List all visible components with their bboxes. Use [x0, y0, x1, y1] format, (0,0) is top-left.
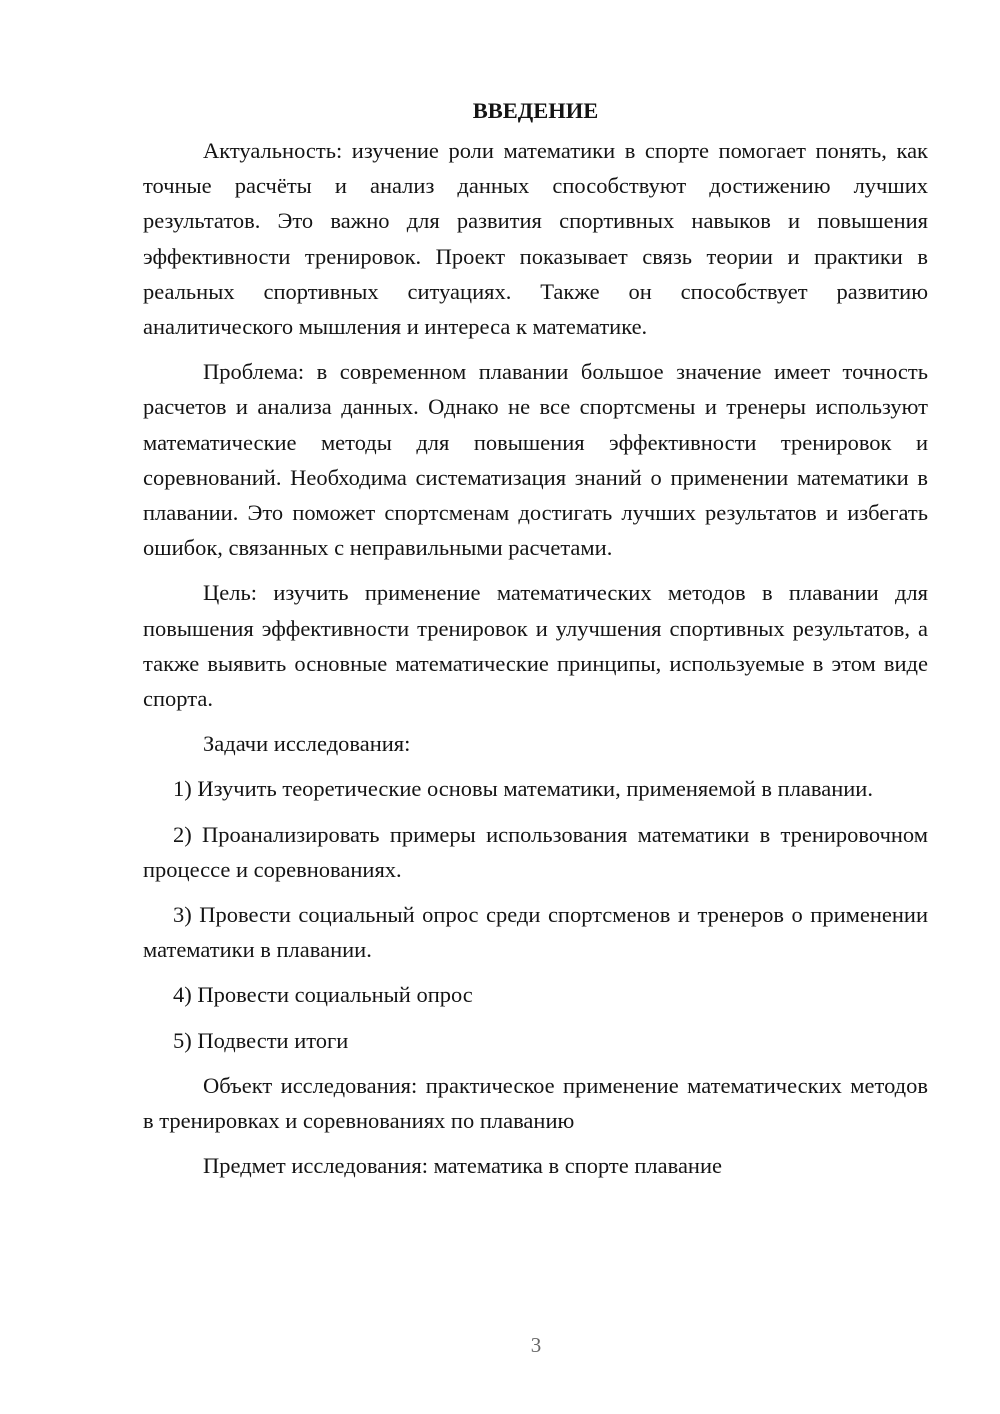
paragraph-relevance: Актуальность: изучение роли математики в спорте помогает понять, как точные расчёты и анализ данных способствуют достижению лучших результатов. Это важно для развития спортивных навыков и повышения эффективности тренировок. Проект показывает связь теории и практики в реальных спортивных ситуациях. Также он способствует развитию аналитического мышления и интереса к математике. [143, 138, 928, 340]
task-item-3: 3) Провести социальный опрос среди спортсменов и тренеров о применении математики в плавании. [143, 902, 928, 963]
task-item-4: 4) Провести социальный опрос [173, 982, 473, 1008]
page-number: 3 [530, 1333, 542, 1357]
paragraph-object: Объект исследования: практическое применение математических методов в тренировках и соревнованиях по плаванию [143, 1072, 928, 1134]
paragraph-subject: Предмет исследования: математика в спорте плавание [203, 1153, 723, 1179]
page-content [143, 96, 928, 1183]
paragraph-goal: Цель: изучить применение математических методов в плавании для повышения эффективности тренировок и улучшения спортивных результатов, а также выявить основные математические принципы, используемые в этом виде спорта. [143, 580, 928, 712]
paragraph-problem: Проблема: в современном плавании большое значение имеет точность расчетов и анализа данных. Однако не все спортсмены и тренеры используют математические методы для повышения эффективности тренировок и соревнований. Необходима систематизация знаний о применении математики в плавании. Это поможет спортсменам достигать лучших результатов и избегать ошибок, связанных с неправильными расчетами. [143, 359, 928, 561]
page-title: ВВЕДЕНИЕ [472, 98, 599, 123]
tasks-heading: Задачи исследования: [203, 731, 411, 757]
task-item-5: 5) Подвести итоги [173, 1027, 349, 1053]
task-item-2: 2) Проанализировать примеры использования математики в тренировочном процессе и соревнованиях. [143, 821, 928, 882]
task-item-1: 1) Изучить теоретические основы математики, применяемой в плавании. [173, 776, 873, 802]
